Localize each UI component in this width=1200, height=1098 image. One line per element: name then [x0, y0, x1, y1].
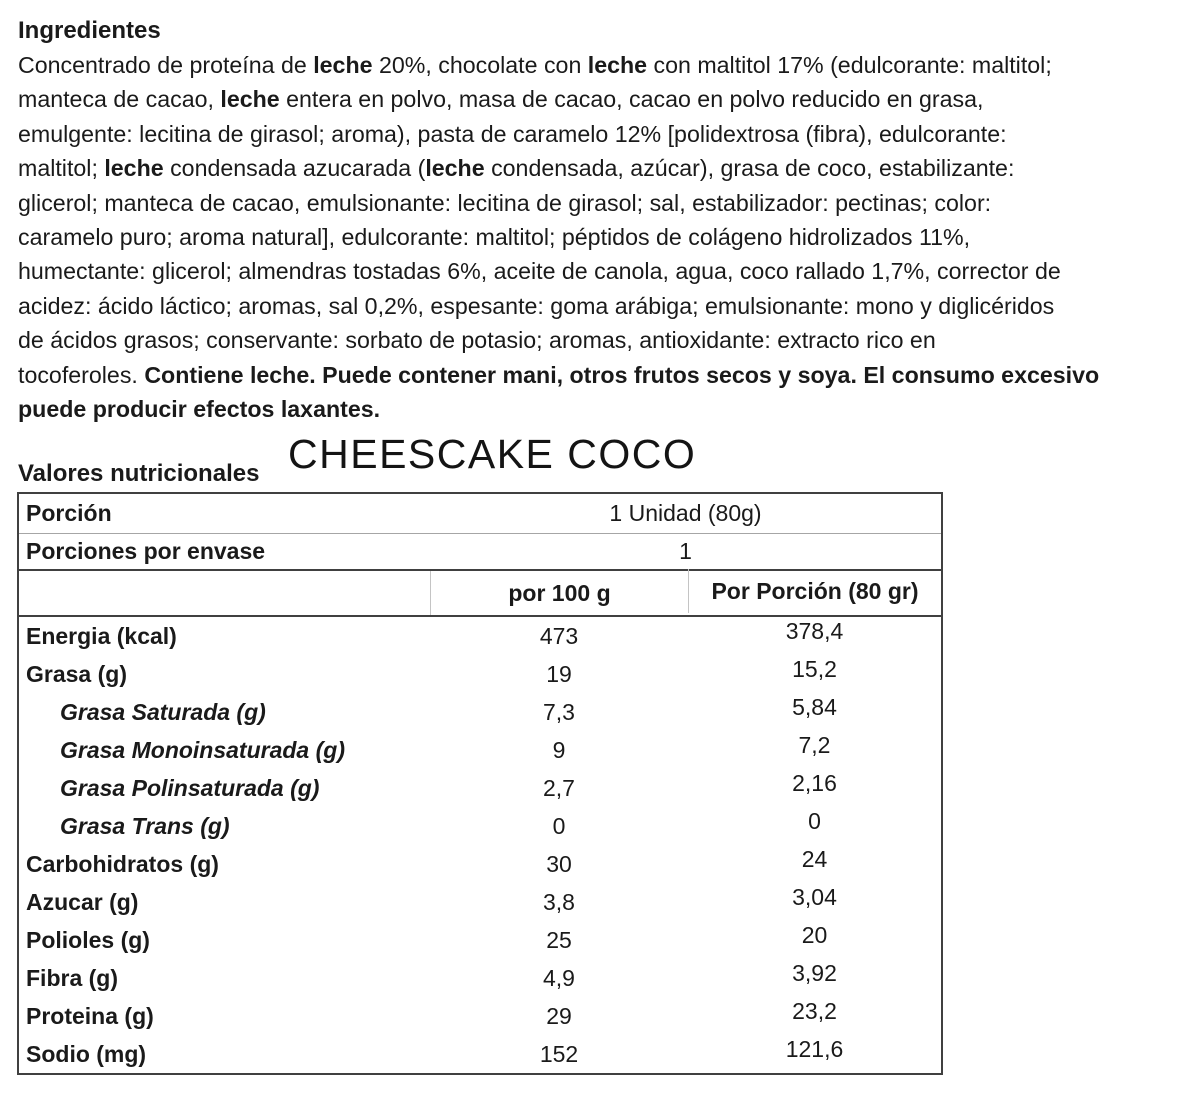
nutrition-table-body — [19, 617, 941, 1073]
row-label: Grasa Saturada (g) — [60, 698, 266, 725]
row-value-portion: 3,04 — [792, 883, 837, 910]
row-value-per100: 7,3 — [543, 698, 575, 725]
ingredients-heading: Ingredientes — [18, 17, 161, 44]
column-header-per100: por 100 g — [430, 571, 688, 615]
row-value-per100: 473 — [539, 622, 579, 649]
product-title: CHEESCAKE COCO — [288, 431, 697, 477]
row-value-portion: 3,92 — [792, 959, 837, 986]
table-row — [19, 997, 941, 1035]
row-value-portion: 378,4 — [785, 617, 844, 644]
ingredients-line: glicerol; manteca de cacao, emulsionante: lecitina de girasol; sal, estabilizador: pectinas; color: — [18, 189, 992, 216]
ingredients-line: Concentrado de proteína de leche 20%, chocolate con leche con maltitol 17% (edulcorante: maltitol; — [18, 52, 1052, 78]
ingredients-line: de ácidos grasos; conservante: sorbato de potasio; aromas, antioxidante: extracto rico en — [18, 327, 936, 354]
row-value-per100: 25 — [546, 926, 572, 953]
nutrition-table-caption: Valores nutricionales — [18, 460, 260, 487]
ingredients-section — [18, 14, 1193, 426]
row-value-portion: 5,84 — [792, 693, 837, 720]
row-label: Energia (kcal) — [26, 622, 177, 649]
table-row — [19, 655, 941, 693]
row-label: Sodio (mg) — [26, 1040, 147, 1067]
row-value-per100: 29 — [546, 1002, 572, 1029]
table-row — [19, 769, 941, 807]
table-row — [19, 731, 941, 769]
ingredients-line: maltitol; leche condensada azucarada (leche condensada, azúcar), grasa de coco, estabilizante: — [18, 155, 1015, 182]
servings-per-pack-value: 1 — [679, 538, 692, 564]
row-label: Grasa (g) — [26, 660, 127, 687]
row-value-per100: 152 — [539, 1040, 579, 1067]
serving-value: 1 Unidad (80g) — [609, 500, 762, 526]
ingredients-line: acidez: ácido láctico; aromas, sal 0,2%, espesante: goma arábiga; emulsionante: mono y diglicéridos — [18, 292, 1055, 319]
column-header-portion: Por Porción (80 gr) — [688, 569, 941, 613]
table-row — [19, 921, 941, 959]
table-row — [19, 959, 941, 997]
row-value-portion: 121,6 — [785, 1035, 844, 1062]
row-label: Polioles (g) — [26, 926, 150, 953]
row-value-portion: 0 — [808, 807, 821, 834]
row-label: Azucar (g) — [26, 888, 139, 915]
row-value-per100: 4,9 — [543, 964, 575, 991]
serving-label: Porción — [26, 500, 112, 526]
ingredients-line: tocoferoles. Contiene leche. Puede contener mani, otros frutos secos y soya. El consumo excesivo — [18, 361, 1100, 388]
table-row — [19, 845, 941, 883]
row-value-portion: 2,16 — [792, 769, 837, 796]
ingredients-line: caramelo puro; aroma natural], edulcorante: maltitol; péptidos de colágeno hidrolizados 11%, — [18, 224, 971, 251]
ingredients-line: puede producir efectos laxantes. — [18, 396, 381, 423]
row-value-portion: 24 — [801, 845, 828, 872]
row-label: Grasa Monoinsaturada (g) — [60, 736, 345, 763]
table-row — [19, 693, 941, 731]
row-value-per100: 9 — [552, 736, 566, 763]
row-value-portion: 7,2 — [798, 731, 831, 758]
column-header-row — [19, 571, 941, 617]
row-label: Grasa Trans (g) — [60, 812, 230, 839]
row-label: Carbohidratos (g) — [26, 850, 219, 877]
row-value-portion: 15,2 — [792, 655, 837, 682]
row-value-portion: 23,2 — [792, 997, 837, 1024]
row-value-per100: 30 — [546, 850, 572, 877]
ingredients-line: emulgente: lecitina de girasol; aroma), pasta de caramelo 12% [polidextrosa (fibra), edulcorante: — [18, 120, 1007, 147]
row-label: Proteina (g) — [26, 1002, 154, 1029]
servings-per-pack-label: Porciones por envase — [26, 538, 266, 564]
ingredients-paragraph — [18, 48, 1193, 426]
row-value-portion: 20 — [801, 921, 828, 948]
servings-per-pack-row — [19, 534, 941, 571]
table-row — [19, 1035, 941, 1073]
nutrition-table — [17, 492, 943, 1075]
ingredients-line: manteca de cacao, leche entera en polvo, masa de cacao, cacao en polvo reducido en grasa, — [18, 86, 984, 113]
table-row — [19, 617, 941, 655]
row-label: Fibra (g) — [26, 964, 118, 991]
table-row — [19, 807, 941, 845]
row-label: Grasa Polinsaturada (g) — [60, 774, 320, 801]
row-value-per100: 3,8 — [543, 888, 575, 915]
serving-row — [19, 494, 941, 534]
row-value-per100: 2,7 — [543, 774, 575, 801]
row-value-per100: 0 — [552, 812, 566, 839]
row-value-per100: 19 — [546, 660, 572, 687]
table-row — [19, 883, 941, 921]
ingredients-line: humectante: glicerol; almendras tostadas 6%, aceite de canola, agua, coco rallado 1,7%, corrector de — [18, 258, 1061, 285]
